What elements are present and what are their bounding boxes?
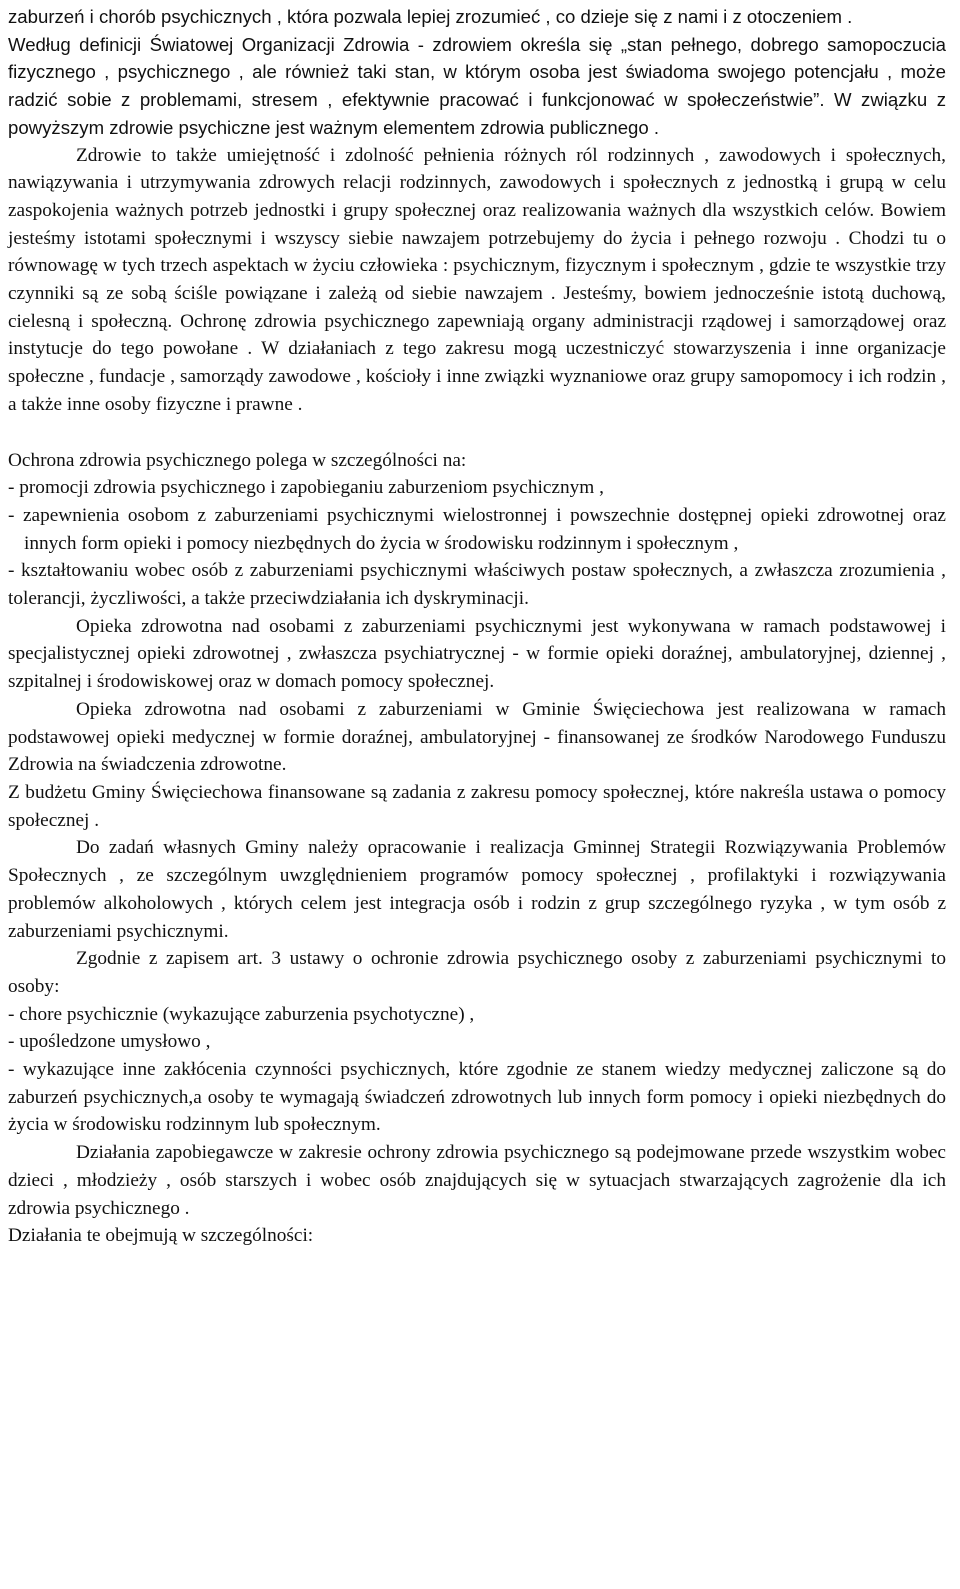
protection-list bbox=[8, 474, 946, 613]
article-list bbox=[8, 1001, 946, 1140]
who-definition-text: Według definicji Światowej Organizacji Zdrowia - zdrowiem określa się „stan pełnego, dobrego samopoczucia fizycznego , psychicznego , ale również taki stan, w którym osoba jest świadoma swojego potencjału , może radzić sobie z problemami, stresem , efektywnie pracować i funkcjonować w społeczeństwie”. bbox=[8, 33, 946, 111]
list-item: - wykazujące inne zakłócenia czynności psychicznych, które zgodnie ze stanem wiedzy medycznej zaliczone są do zaburzeń psychicznych,a osoby te wymagają świadczeń zdrowotnych lub innych form pomocy i opieki niezbędnych do życia w środowisku rodzinnym lub społecznym. bbox=[8, 1059, 946, 1136]
closing-line: Działania te obejmują w szczególności: bbox=[8, 1225, 314, 1247]
paragraph-strategy: Do zadań własnych Gminy należy opracowanie i realizacja Gminnej Strategii Rozwiązywania Problemów Społecznych , ze szczególnym uwzględnieniem programów pomocy społecznej , profilaktyki i rozwiązywania problemów alkoholowych , których celem jest integracja osób i rodzin z grup szczególnego ryzyka , w tym osób z zaburzeniami psychicznymi. bbox=[8, 837, 946, 942]
list-item: - kształtowaniu wobec osób z zaburzeniami psychicznymi właściwych postaw społecznych, a zwłaszcza zrozumienia , tolerancji, życzliwości, a także przeciwdziałania ich dyskryminacji. bbox=[8, 560, 946, 610]
public-health-text: W związku z powyższym zdrowie psychiczne jest ważnym elementem zdrowia publicznego . bbox=[8, 89, 946, 138]
list-item: - zapewnienia osobom z zaburzeniami psychicznymi wielostronnej i powszechnie dostępnej opieki zdrowotnej oraz innych form opieki i pomocy niezbędnych do życia w środowisku rodzinnym i społecznym , bbox=[8, 504, 946, 554]
list-item: - upośledzone umysłowo , bbox=[8, 1031, 211, 1053]
paragraph-intro: zaburzeń i chorób psychicznych , która pozwala lepiej zrozumieć , co dzieje się z nami i z otoczeniem . bbox=[8, 6, 853, 27]
paragraph-health-skills: Zdrowie to także umiejętność i zdolność pełnienia różnych ról rodzinnych , zawodowych i społecznych, nawiązywania i utrzymywania zdrowych relacji rodzinnych, zawodowych i społecznych z jednostką i grupą w celu zaspokojenia ważnych potrzeb jednostki i grupy społecznej oraz realizowania ważnych dla wszystkich celów. Bowiem jesteśmy istotami społecznymi i wszyscy siebie nawzajem potrzebujemy do życia i pełnego rozwoju . Chodzi tu o równowagę w tych trzech aspektach w życiu człowieka : psychicznym, fizycznym i społecznym , gdzie te wszystkie trzy czynniki są ze sobą ściśle powiązane i zależą od siebie nawzajem . Jesteśmy, bowiem jednocześnie istotą duchową, cielesną i społeczną. Ochronę zdrowia psychicznego zapewniają organy administracji rządowej i samorządowej oraz instytucje do tego powołane . W działaniach z tego zakresu mogą uczestniczyć stowarzyszenia i inne organizacje społeczne , fundacje , samorządy zawodowe , kościoły i inne związki wyznaniowe oraz grupy samopomocy i ich rodzin , a także inne osoby fizyczne i prawne . bbox=[8, 144, 946, 415]
list-item: - chore psychicznie (wykazujące zaburzenia psychotyczne) , bbox=[8, 1003, 475, 1025]
list-item: - promocji zdrowia psychicznego i zapobieganiu zaburzeniom psychicznym , bbox=[8, 477, 604, 499]
paragraph-budget: Z budżetu Gminy Święciechowa finansowane są zadania z zakresu pomocy społecznej, które nakreśla ustawa o pomocy społecznej . bbox=[8, 781, 946, 831]
paragraph-article-3: Zgodnie z zapisem art. 3 ustawy o ochronie zdrowia psychicznego osoby z zaburzeniami psychicznymi to osoby: bbox=[8, 948, 946, 997]
paragraph-care-gmina: Opieka zdrowotna nad osobami z zaburzeniami w Gminie Święciechowa jest realizowana w ramach podstawowej opieki medycznej w formie doraźnej, ambulatoryjnej - finansowanej ze środków Narodowego Funduszu Zdrowia na świadczenia zdrowotne. bbox=[8, 698, 946, 776]
paragraph-care-scope: Opieka zdrowotna nad osobami z zaburzeniami psychicznymi jest wykonywana w ramach podstawowej i specjalistycznej opieki zdrowotnej , zwłaszcza psychiatrycznej - w formie opieki doraźnej, ambulatoryjnej, dziennej , szpitalnej i środowiskowej oraz w domach pomocy społecznej. bbox=[8, 615, 946, 693]
paragraph-who-definition bbox=[8, 31, 946, 142]
paragraph-prevention: Działania zapobiegawcze w zakresie ochrony zdrowia psychicznego są podejmowane przede wszystkim wobec dzieci , młodzieży , osób starszych i wobec osób znajdujących się w sytuacjach stwarzających zagrożenie dla ich zdrowia psychicznego . bbox=[8, 1142, 946, 1219]
protection-intro: Ochrona zdrowia psychicznego polega w szczególności na: bbox=[8, 449, 467, 471]
